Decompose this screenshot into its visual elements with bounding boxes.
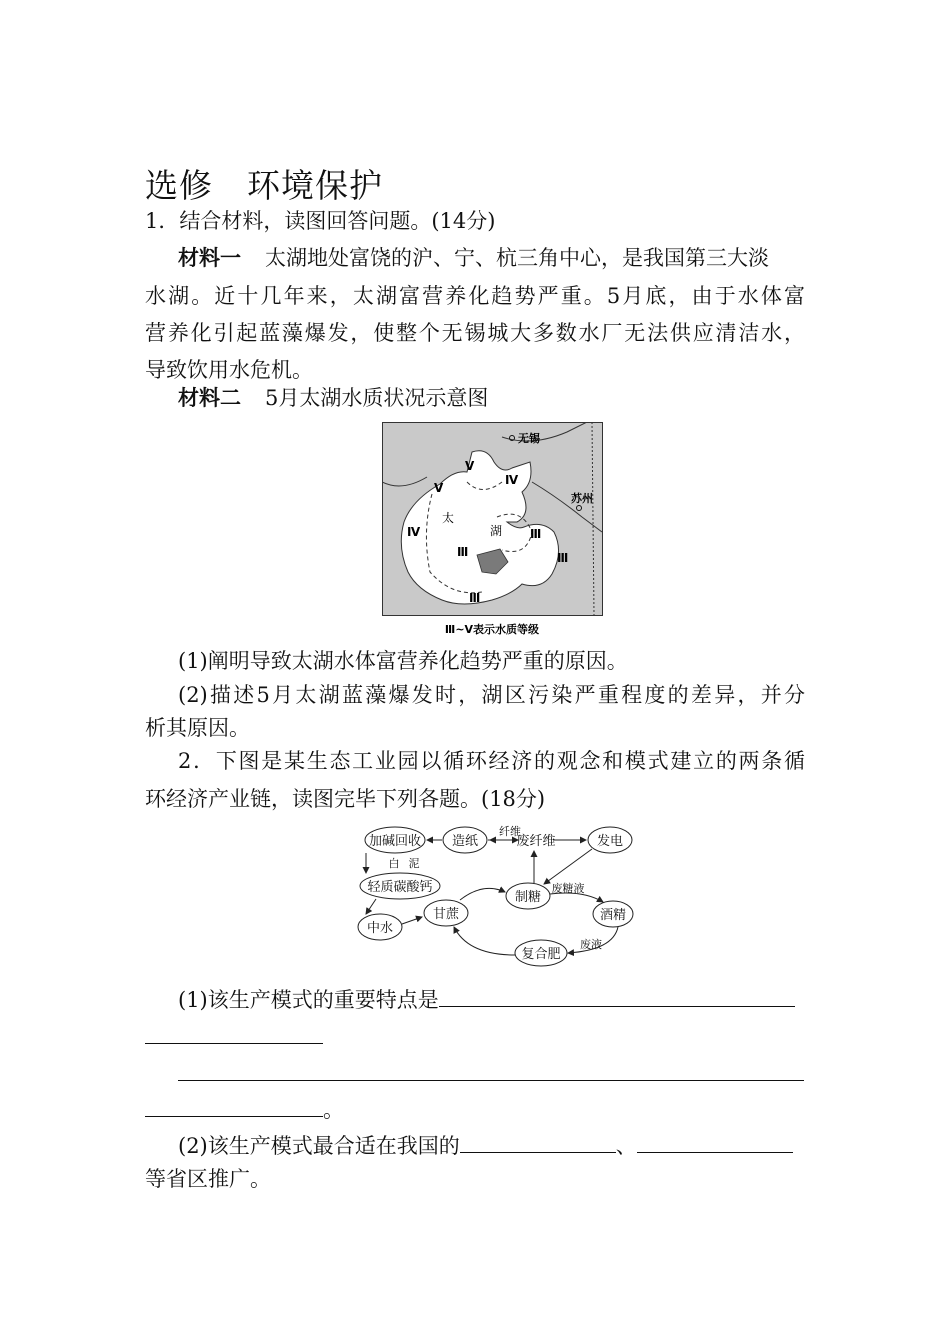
node-ganzhe: 甘蔗 [432, 907, 460, 922]
map-label-wuxi: 无锡 [518, 432, 540, 445]
q2-sub1-prompt: (1)该生产模式的重要特点是 [178, 988, 439, 1012]
answer-blank-1b[interactable] [145, 1021, 323, 1044]
taihu-water-quality-map [382, 422, 604, 640]
map-grade-v-north: Ⅴ [465, 459, 475, 473]
q2-sub2-line2: 等省区推广。 [145, 1167, 271, 1191]
map-lake-char-hu: 湖 [490, 524, 503, 538]
node-jiajian-huishou: 加碱回收 [368, 834, 422, 849]
answer-blank-2b[interactable] [637, 1130, 793, 1153]
q1-material1-line1 [178, 243, 769, 273]
material2-text: 5月太湖水质状况示意图 [265, 386, 489, 410]
answer-blank-1c[interactable] [178, 1058, 804, 1081]
industrial-chain-diagram [348, 820, 638, 968]
q2-sub1-continuation [145, 1021, 323, 1052]
arrow-label-ni: 泥 [408, 857, 420, 870]
arrow-label-feiye: 废液 [580, 938, 602, 951]
map-grade-iii-east: Ⅲ [530, 527, 542, 541]
page-title: 选修 环境保护 [145, 166, 383, 205]
node-jiujing: 酒精 [599, 908, 627, 923]
q1-sub2-line2: 析其原因。 [145, 716, 250, 740]
material1-label: 材料一 [178, 245, 241, 270]
map-grade-iv-west: Ⅳ [407, 525, 421, 539]
map-grade-iii-southeast: Ⅲ [557, 551, 569, 565]
map-grade-iii-center: Ⅲ [457, 545, 469, 559]
answer-blank-1d[interactable] [145, 1094, 323, 1117]
node-zaozhi: 造纸 [451, 834, 479, 849]
q1-stem: 1．结合材料，读图回答问题。(14分) [145, 209, 496, 233]
map-caption: Ⅲ~Ⅴ表示水质等级 [444, 623, 540, 636]
q1-material1-line3: 营养化引起蓝藻爆发，使整个无锡城大多数水厂无法供应清洁水， [145, 321, 805, 345]
q1-sub2-line1: (2)描述5月太湖蓝藻爆发时，湖区污染严重程度的差异，并分 [178, 683, 805, 707]
map-grade-v-west: Ⅴ [434, 481, 444, 495]
map-grade-iv-northeast: Ⅳ [505, 473, 519, 487]
sentence-period: 。 [323, 1098, 344, 1122]
arrow-label-feitangye: 废糖液 [551, 882, 585, 895]
q2-sub1-line2 [178, 1058, 804, 1089]
material2-label: 材料二 [178, 385, 241, 410]
node-fuhefei: 复合肥 [521, 947, 561, 962]
q2-sub1-line [178, 984, 795, 1015]
q2-sub1-line3 [145, 1094, 344, 1125]
material1-text: 太湖地处富饶的沪、宁、杭三角中心，是我国第三大淡 [265, 246, 769, 270]
map-grade-iii-south: Ⅲ [469, 591, 481, 605]
answer-blank-2a[interactable] [460, 1130, 616, 1153]
map-lake-char-tai: 太 [442, 511, 455, 525]
answer-blank-1a[interactable] [439, 984, 795, 1007]
arrow-label-xianwei: 纤维 [499, 825, 521, 838]
q2-sub2-prompt: (2)该生产模式最合适在我国的 [178, 1134, 460, 1158]
q2-sub2-separator: 、 [615, 1134, 637, 1158]
q2-stem-line1: 2．下图是某生态工业园以循环经济的观念和模式建立的两条循 [178, 749, 805, 773]
node-zhongshui: 中水 [366, 921, 394, 936]
node-qingzhi-tansuangai: 轻质碳酸钙 [367, 880, 433, 895]
node-feixianwei: 废纤维 [516, 834, 556, 849]
q2-sub2-line1 [178, 1130, 793, 1161]
q2-stem-line2: 环经济产业链，读图完毕下列各题。(18分) [145, 787, 546, 811]
q1-material1-line4: 导致饮用水危机。 [145, 358, 313, 382]
q1-material1-line2: 水湖。近十几年来，太湖富营养化趋势严重。5月底，由于水体富 [145, 284, 805, 308]
arrow-label-bai: 白 [388, 857, 400, 870]
map-label-suzhou: 苏州 [571, 492, 593, 505]
node-zhitang: 制糖 [514, 890, 542, 905]
q1-material2-line [178, 383, 488, 413]
q1-sub1: (1)阐明导致太湖水体富营养化趋势严重的原因。 [178, 649, 628, 673]
node-fadian: 发电 [596, 834, 624, 849]
